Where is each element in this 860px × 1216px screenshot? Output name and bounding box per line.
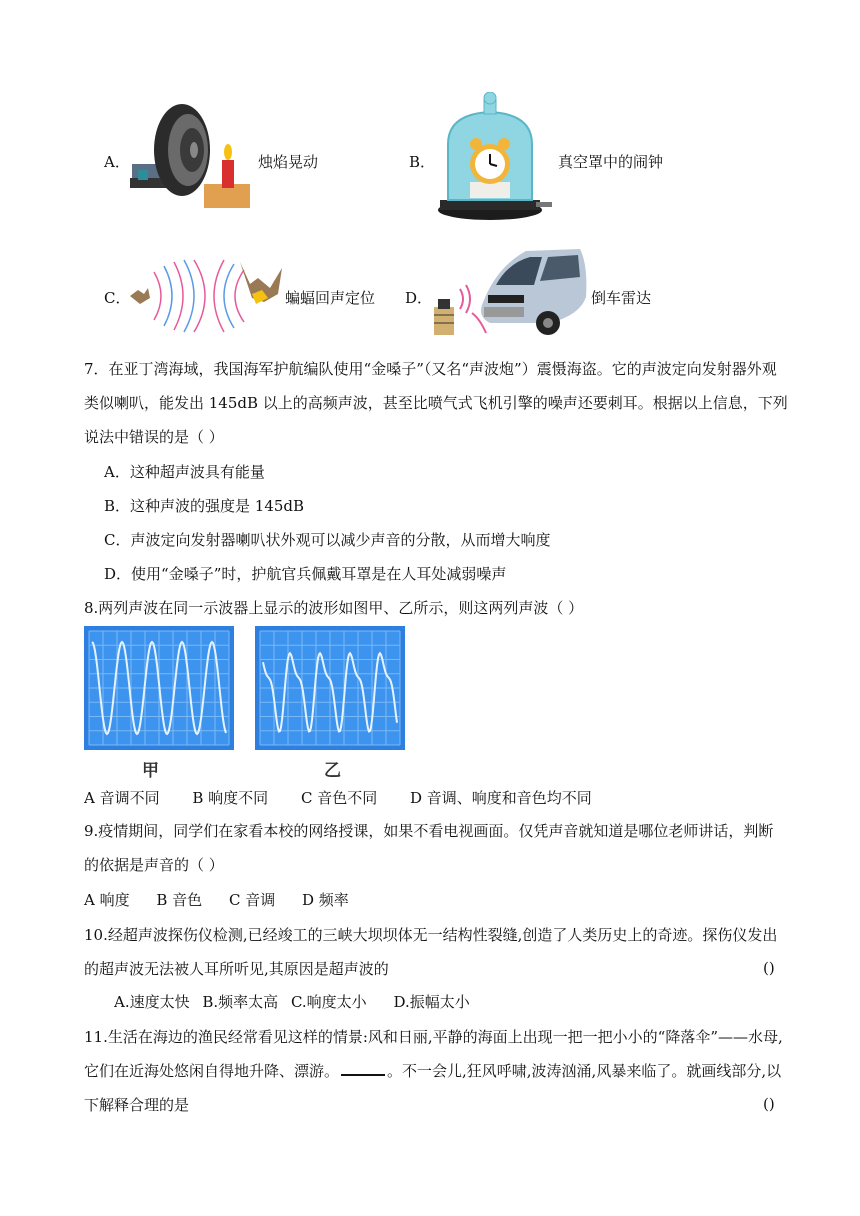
option-b-caption: 真空罩中的闹钟 (558, 153, 664, 171)
question-11-answer-paren: () (763, 1095, 775, 1113)
question-10-option-d: D.振幅太小 (393, 993, 470, 1011)
question-8-option-d: D 音调、响度和音色均不同 (410, 789, 592, 807)
question-10-line: 10.经超声波探伤仪检测,已经竣工的三峡大坝坝体无一结构性裂缝,创造了人类历史上的奇迹。探伤仪发出 (84, 926, 778, 944)
question-7-option-a: A．这种超声波具有能量 (104, 463, 265, 481)
question-11-line (84, 1054, 780, 1088)
question-10-option-c: C.响度太小 (290, 993, 367, 1011)
question-7-line: 7．在亚丁湾海域，我国海军护航编队使用“金嗓子”（又名“声波炮”）震慑海盗。它的声波定向发射器外观 (84, 360, 777, 378)
question-11-text-after-blank: 。不一会儿,狂风呼啸,波涛汹涌,风暴来临了。就画线部分,以 (387, 1062, 782, 1080)
question-10-options (114, 992, 492, 1012)
question-7-stem (84, 352, 788, 454)
question-10-option-a: A.速度太快 (114, 993, 190, 1011)
question-8-option-a: A 音调不同 (84, 789, 160, 807)
car-parking-radar-figure (430, 245, 590, 339)
question-10-answer-paren: () (763, 959, 775, 977)
question-8-stem: 8.两列声波在同一示波器上显示的波形如图甲、乙所示，则这两列声波（ ） (84, 599, 584, 617)
question-8-option-c: C 音色不同 (300, 789, 378, 807)
option-c-letter: C． (104, 289, 131, 307)
option-d-letter: D． (405, 289, 433, 307)
oscilloscope-wave-jia (84, 626, 234, 750)
question-7-option-c: C．声波定向发射器喇叭状外观可以减少声音的分散，从而增大响度 (104, 531, 551, 549)
question-7-line: 说法中错误的是（ ） (84, 428, 224, 446)
answer-blank (341, 1060, 385, 1076)
question-11-stem (84, 1020, 783, 1122)
question-10-stem (84, 918, 780, 986)
speaker-candle-figure (130, 98, 252, 210)
question-9-options (84, 890, 371, 910)
question-9-stem (84, 814, 780, 882)
option-d-caption: 倒车雷达 (591, 289, 652, 307)
question-9-option-c: C 音调 (228, 891, 276, 909)
question-7-option-d: D．使用“金嗓子”时，护航官兵佩戴耳罩是在人耳处减弱噪声 (104, 565, 507, 583)
question-11-text-before-blank: 它们在近海处悠闲自得地升降、漂游。 (84, 1062, 340, 1080)
option-a-caption: 烛焰晃动 (258, 153, 319, 171)
question-8-option-b: B 响度不同 (192, 789, 269, 807)
option-c-caption: 蝙蝠回声定位 (285, 289, 376, 307)
question-7-line: 类似喇叭，能发出 145dB 以上的高频声波，甚至比喷气式飞机引擎的噪声还要刺耳。根据以上信息，下列 (84, 394, 788, 412)
wave-label-yi: 乙 (324, 761, 341, 781)
option-b-letter: B． (409, 153, 436, 171)
question-9-line: 的依据是声音的（ ） (84, 856, 224, 874)
question-9-line: 9.疫情期间，同学们在家看本校的网络授课，如果不看电视画面。仅凭声音就知道是哪位老师讲话，判断 (84, 822, 774, 840)
question-11-line: 11.生活在海边的渔民经常看见这样的情景:风和日丽,平静的海面上出现一把一把小小的“降落伞”——水母, (84, 1028, 783, 1046)
question-11-line: 下解释合理的是 (84, 1096, 190, 1114)
question-10-option-b: B.频率太高 (202, 993, 279, 1011)
question-8-options (84, 788, 614, 808)
oscilloscope-wave-yi (255, 626, 405, 750)
wave-label-jia: 甲 (142, 761, 159, 781)
question-7-option-b: B．这种声波的强度是 145dB (104, 497, 305, 515)
question-9-option-a: A 响度 (84, 891, 130, 909)
question-9-option-b: B 音色 (156, 891, 203, 909)
question-9-option-d: D 频率 (302, 891, 349, 909)
bell-jar-clock-figure (436, 92, 556, 224)
question-10-line: 的超声波无法被人耳所听见,其原因是超声波的 (84, 960, 389, 978)
option-a-letter: A． (104, 153, 130, 171)
bat-echolocation-figure (128, 254, 284, 336)
